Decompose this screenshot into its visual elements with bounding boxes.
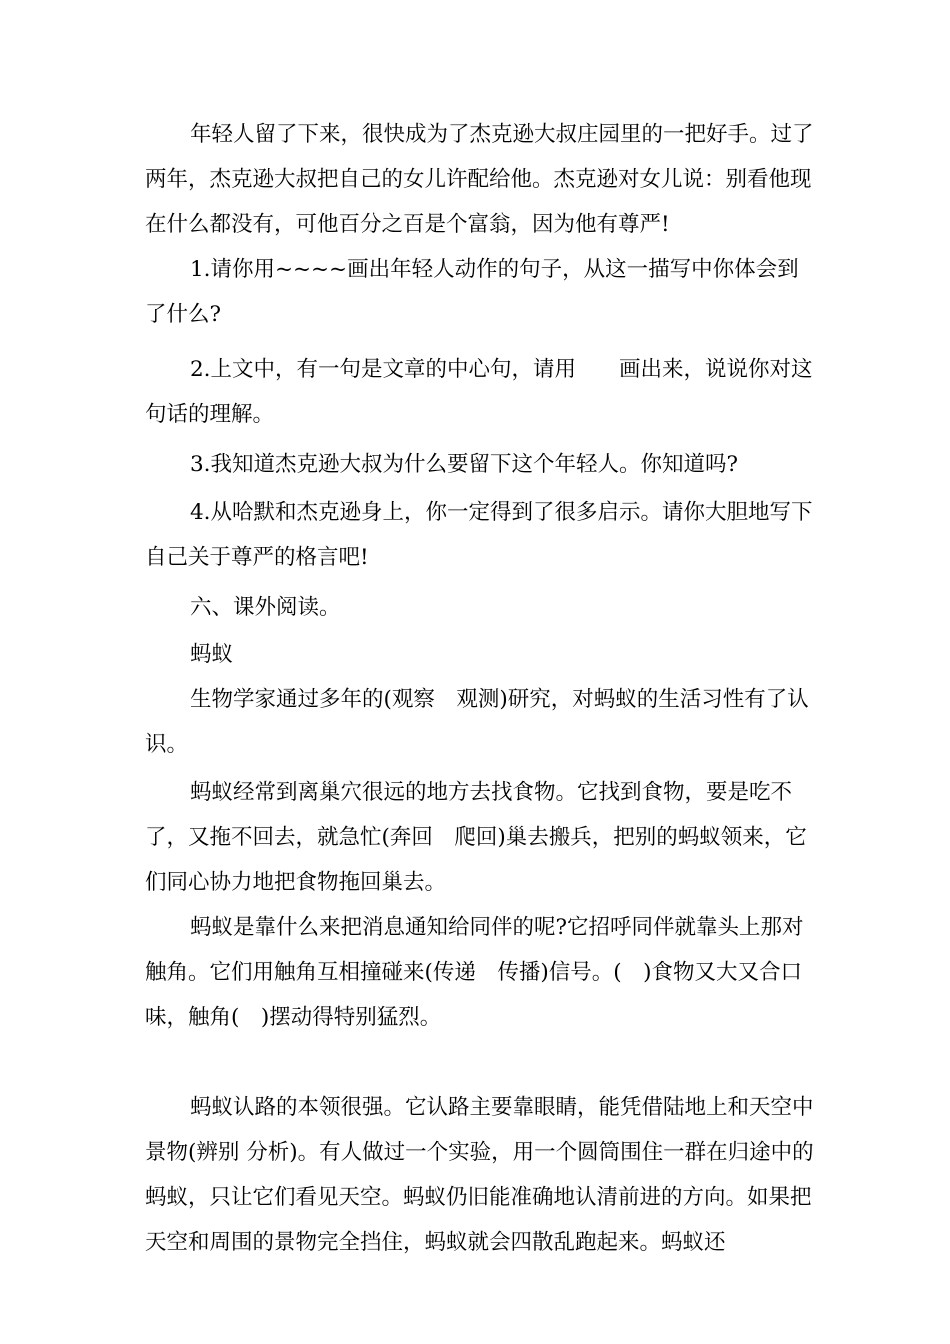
paragraph-food: 蚂蚁经常到离巢穴很远的地方去找食物。它找到食物，要是吃不了，又拖不回去，就急忙(奔回 爬回)巢去搬兵，把别的蚂蚁领来，它们同心协力地把食物拖回巢去。 — [145, 780, 807, 895]
question-1: 1.请你用~~~~画出年轻人动作的句子，从这一描写中你体会到了什么? — [145, 257, 799, 327]
paragraph-intro: 生物学家通过多年的(观察 观测)研究，对蚂蚁的生活习性有了认识。 — [145, 687, 809, 757]
paragraph-story-ending: 年轻人留了下来，很快成为了杰克逊大叔庄园里的一把好手。过了两年，杰克逊大叔把自己的女儿许配给他。杰克逊对女儿说：别看他现在什么都没有，可他百分之百是个富翁，因为他有尊严! — [145, 122, 814, 237]
section-heading: 六、课外阅读。 — [190, 595, 341, 620]
question-3: 3.我知道杰克逊大叔为什么要留下这个年轻人。你知道吗? — [190, 452, 739, 477]
paragraph-antennae: 蚂蚁是靠什么来把消息通知给同伴的呢?它招呼同伴就靠头上那对触角。它们用触角互相撞碰来(传递 传播)信号。( )食物又大又合口味，触角( )摆动得特别猛烈。 — [145, 915, 804, 1030]
article-title: 蚂蚁 — [190, 642, 234, 667]
question-4: 4.从哈默和杰克逊身上，你一定得到了很多启示。请你大胆地写下自己关于尊严的格言吧! — [145, 500, 813, 570]
paragraph-navigation: 蚂蚁认路的本领很强。它认路主要靠眼睛，能凭借陆地上和天空中景物(辨别 分析)。有人做过一个实验，用一个圆筒围住一群在归途中的蚂蚁，只让它们看见天空。蚂蚁仍旧能准确地认清前进的方向。如果把天空和周围的景物完全挡住，蚂蚁就会四散乱跑起来。蚂蚁还 — [145, 1095, 814, 1255]
question-2: 2.上文中，有一句是文章的中心句，请用 画出来，说说你对这句话的理解。 — [145, 357, 813, 427]
